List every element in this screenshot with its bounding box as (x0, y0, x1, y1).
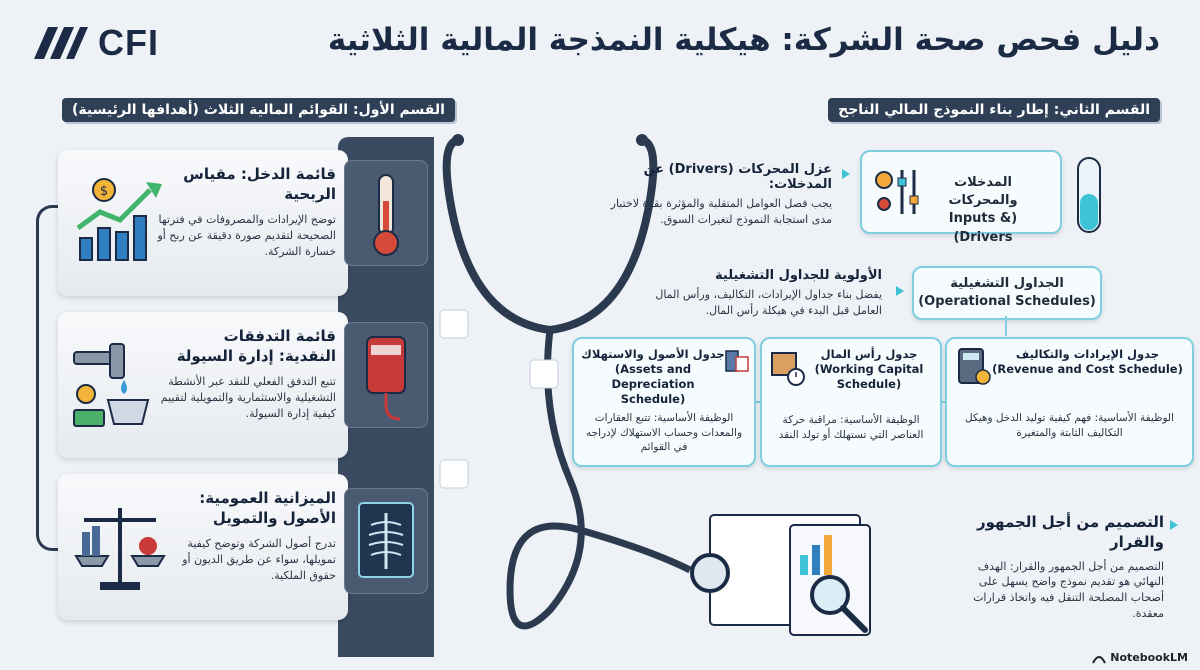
design-note-text: التصميم من أجل الجمهور والقرار: الهدف النهائي هو تقديم نموذج واضح يسهل على أصحاب المصلحة التنقل فيه واتخاذ قرارات معقدة. (973, 559, 1164, 621)
card-title: الميزانية العمومية: الأصول والتمويل (199, 489, 336, 528)
drivers-note-text: يجب فصل العوامل المتقلبة والمؤثرة بقوة لاختبار مدى استجابة النموذج لتغيرات السوق. (610, 197, 832, 226)
notebooklm-icon (1092, 652, 1106, 664)
blood-bag-panel (344, 322, 428, 428)
schedule-title-ar: جدول الأصول والاستهلاك (581, 347, 725, 361)
page-title: دليل فحص صحة الشركة: هيكلية النمذجة المالية الثلاثية (327, 22, 1160, 58)
ops-note-title: الأولوية للجداول التشغيلية (715, 268, 882, 283)
inputs-drivers-en: (Inputs & Drivers) (948, 211, 1018, 245)
ops-box-en: (Operational Schedules) (918, 293, 1096, 309)
thermometer-icon (345, 161, 427, 265)
note-marker (842, 169, 850, 179)
blood-bag-icon (345, 323, 427, 427)
schedule-title-ar: جدول رأس المال (820, 347, 918, 361)
faucet-icon (70, 334, 170, 434)
drivers-note (592, 162, 832, 228)
cfi-logo (30, 22, 159, 64)
schedule-title-en: (Revenue and Cost Schedule) (992, 361, 1183, 376)
box-clock-icon (770, 347, 806, 387)
income-statement-card (58, 150, 348, 296)
inputs-drivers-box (860, 150, 1062, 245)
thermometer-panel (344, 160, 428, 266)
inputs-drivers-ar: المدخلات والمحركات (948, 175, 1018, 209)
assets-depreciation-schedule (572, 337, 756, 467)
ops-box-ar: الجداول التشغيلية (950, 276, 1064, 291)
schedule-title-ar: جدول الإيرادات والتكاليف (1015, 347, 1160, 361)
ops-note-text: يفضل بناء جداول الإيرادات، التكاليف، ورأس المال العامل قبل البدء في هيكلة رأس المال. (655, 288, 882, 317)
schedule-title-en: (Assets and Depreciation Schedule) (611, 361, 695, 406)
cash-flow-card (58, 312, 348, 458)
schedule-text: الوظيفة الأساسية: فهم كيفية توليد الدخل وهيكل التكاليف الثابتة والمتغيرة (964, 412, 1174, 439)
card-desc: تتبع التدفق الفعلي للنقد عبر الأنشطة التشغيلية والاستثمارية والتمويلية لتقييم كيفية إدارة السيولة. (160, 375, 336, 420)
note-marker (1170, 520, 1178, 530)
notebooklm-badge (1092, 651, 1188, 664)
schedule-title-en: (Working Capital Schedule) (814, 361, 924, 391)
balance-sheet-card (58, 474, 348, 620)
test-tube-icon (1072, 154, 1106, 236)
note-marker (896, 286, 904, 296)
gears-sliders-icon (870, 164, 926, 220)
footer-brand: NotebookLM (1110, 651, 1188, 664)
section2-label: القسم الثاني: إطار بناء النموذج المالي الناجح (828, 98, 1160, 122)
design-note (964, 512, 1164, 622)
xray-panel (344, 488, 428, 594)
schedule-text: الوظيفة الأساسية: تتبع العقارات والمعدات وحساب الاستهلاك لإدراجه في القوائم (585, 412, 743, 454)
section1-label: القسم الأول: القوائم المالية الثلاث (أهدافها الرئيسية) (62, 98, 455, 122)
card-desc: توضح الإيرادات والمصروفات في فترتها الصحيحة لتقديم صورة دقيقة عن ربح أو خسارة الشركة. (157, 213, 336, 258)
design-note-title: التصميم من أجل الجمهور والقرار (977, 513, 1164, 552)
building-calendar-icon (724, 345, 750, 373)
scales-icon (70, 496, 170, 596)
logo-text: CFI (98, 22, 159, 63)
working-capital-schedule (760, 337, 942, 467)
revenue-cost-schedule (945, 337, 1194, 467)
schedule-text: الوظيفة الأساسية: مراقبة حركة العناصر التي تستهلك أو تولد النقد (778, 414, 924, 441)
card-desc: تدرج أصول الشركة وتوضح كيفية تمويلها، سواء عن طريق الديون أو حقوق الملكية. (182, 537, 336, 582)
document-magnifier-icon (690, 505, 940, 645)
cfi-logo-icon (30, 23, 88, 63)
calculator-icon (955, 347, 991, 387)
card-title: قائمة الدخل: مقياس الربحية (183, 165, 336, 204)
svg-text:$: $ (99, 184, 109, 199)
growth-chart-icon (70, 172, 170, 272)
drivers-note-title: عزل المحركات (Drivers) عن المدخلات: (643, 162, 832, 192)
xray-icon (345, 489, 427, 593)
card-title: قائمة التدفقات النقدية: إدارة السيولة (176, 327, 336, 366)
